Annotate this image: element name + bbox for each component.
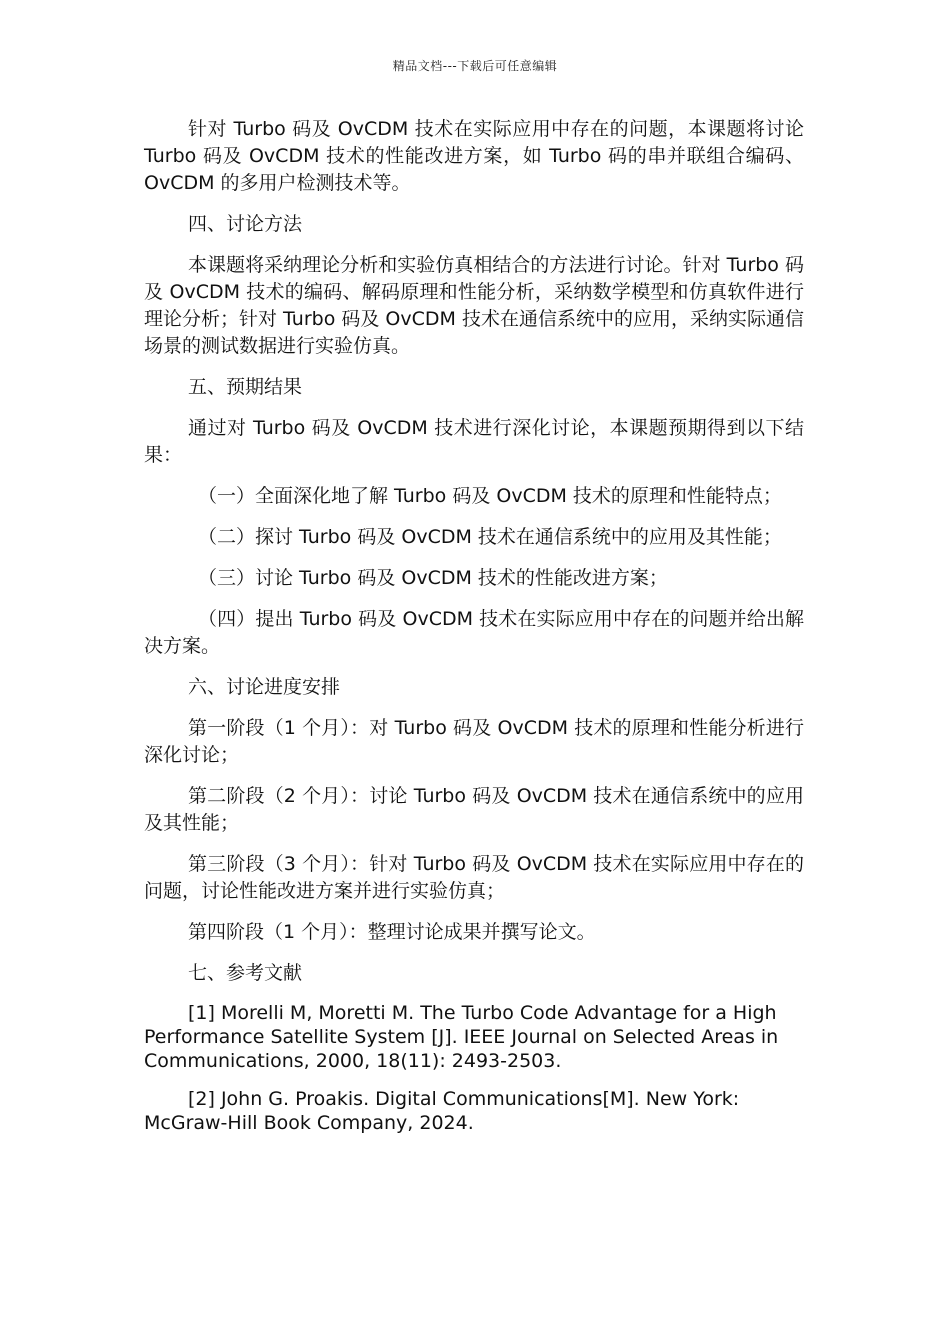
schedule-stage-3: 第三阶段（3 个月）：针对 Turbo 码及 OvCDM 技术在实际应用中存在的问题，讨论性能改进方案并进行实验仿真；: [144, 853, 804, 902]
document-body: [144, 116, 804, 1149]
page-header: 精品文档---下载后可任意编辑: [392, 59, 558, 73]
paragraph-expected-results: 通过对 Turbo 码及 OvCDM 技术进行深化讨论，本课题预期得到以下结果：: [144, 417, 804, 466]
result-item-1: （一）全面深化地了解 Turbo 码及 OvCDM 技术的原理和性能特点；: [198, 485, 782, 507]
reference-item: [2] John G. Proakis. Digital Communications[M]. New York: McGraw-Hill Book Company, 2024.: [144, 1088, 740, 1134]
paragraph-problems: 针对 Turbo 码及 OvCDM 技术在实际应用中存在的问题，本课题将讨论 Turbo 码及 OvCDM 技术的性能改进方案，如 Turbo 码的串并联组合编码、OvCDM 的多用户检测技术等。: [144, 118, 804, 194]
schedule-stage-2: 第二阶段（2 个月）：讨论 Turbo 码及 OvCDM 技术在通信系统中的应用及其性能；: [144, 785, 804, 834]
reference-item: [1] Morelli M, Moretti M. The Turbo Code Advantage for a High Performance Satellite System [J]. IEEE Journal on Selected Areas in Communications, 2000, 18(11): 2493-2503.: [144, 1002, 779, 1072]
heading-methods: 四、讨论方法: [188, 213, 303, 235]
result-item-3: （三）讨论 Turbo 码及 OvCDM 技术的性能改进方案；: [198, 567, 668, 589]
schedule-stage-4: 第四阶段（1 个月）：整理讨论成果并撰写论文。: [188, 921, 596, 943]
heading-expected-results: 五、预期结果: [188, 376, 303, 398]
result-item-4: （四）提出 Turbo 码及 OvCDM 技术在实际应用中存在的问题并给出解决方案。: [144, 608, 804, 657]
schedule-stage-1: 第一阶段（1 个月）：对 Turbo 码及 OvCDM 技术的原理和性能分析进行深化讨论；: [144, 717, 804, 766]
result-item-2: （二）探讨 Turbo 码及 OvCDM 技术在通信系统中的应用及其性能；: [198, 526, 782, 548]
heading-references: 七、参考文献: [188, 962, 303, 984]
paragraph-methods: 本课题将采纳理论分析和实验仿真相结合的方法进行讨论。针对 Turbo 码及 OvCDM 技术的编码、解码原理和性能分析，采纳数学模型和仿真软件进行理论分析；针对 Turbo 码及 OvCDM 技术在通信系统中的应用，采纳实际通信场景的测试数据进行实验仿真。: [144, 254, 804, 357]
heading-schedule: 六、讨论进度安排: [188, 676, 341, 698]
